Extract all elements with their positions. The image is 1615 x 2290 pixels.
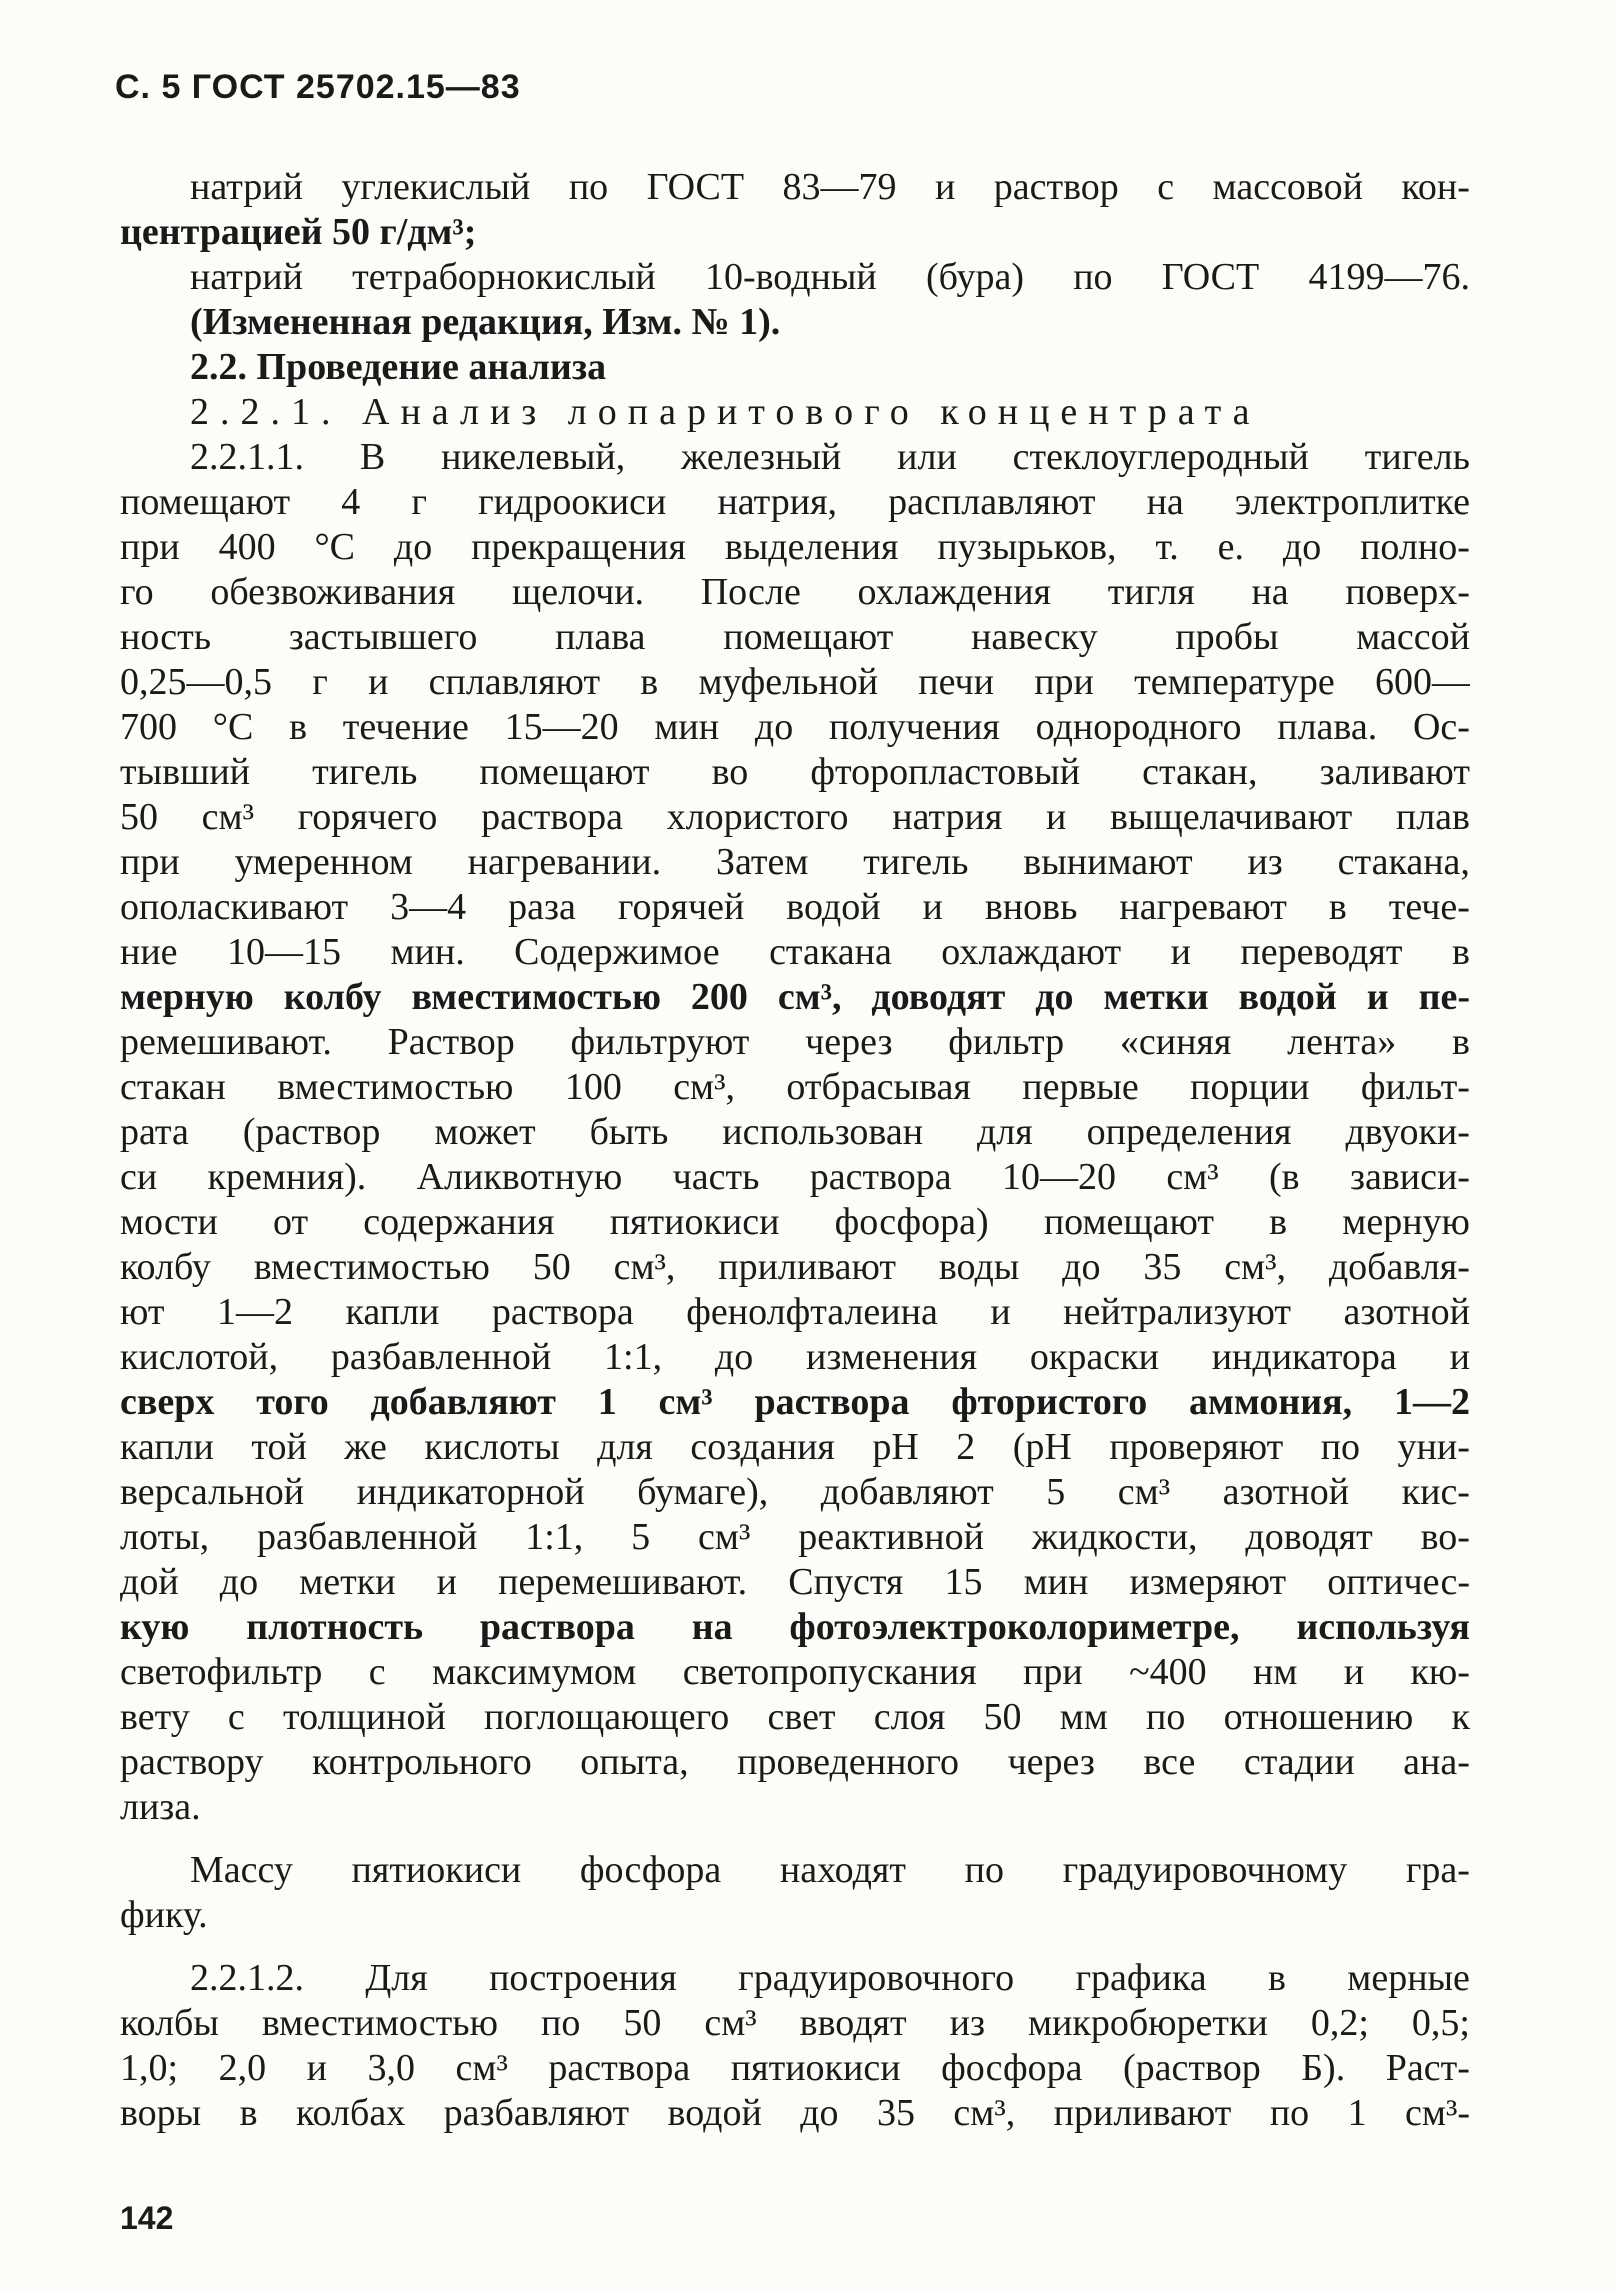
text-line: ополаскивают 3—4 раза горячей водой и вновь нагревают в тече- bbox=[120, 886, 1470, 928]
text-line: дой до метки и перемешивают. Спустя 15 мин измеряют оптичес- bbox=[120, 1561, 1470, 1603]
text-line: Массу пятиокиси фосфора находят по градуировочному гра- bbox=[190, 1849, 1470, 1891]
subsection-heading: 2.2.1. Анализ лопаритового концентрата bbox=[190, 391, 1261, 433]
text-line: натрий тетраборнокислый 10-водный (бура) по ГОСТ 4199—76. bbox=[190, 256, 1470, 298]
text-line: го обезвоживания щелочи. После охлаждения тигля на поверх- bbox=[120, 571, 1470, 613]
page-number: 142 bbox=[120, 2200, 174, 2236]
text-line: кислотой, разбавленной 1:1, до изменения окраски индикатора и bbox=[120, 1336, 1470, 1378]
section-heading: 2.2. Проведение анализа bbox=[190, 346, 607, 388]
edition-note: (Измененная редакция, Изм. № 1). bbox=[190, 301, 781, 343]
text-line: 2.2.1.1. В никелевый, железный или стеклоуглеродный тигель bbox=[190, 436, 1470, 478]
text-line: си кремния). Аликвотную часть раствора 10—20 см³ (в зависи- bbox=[120, 1156, 1470, 1198]
text-line: фику. bbox=[120, 1894, 208, 1936]
text-line: ние 10—15 мин. Содержимое стакана охлаждают и переводят в bbox=[120, 931, 1470, 973]
text-line: 2.2.1.2. Для построения градуировочного графика в мерные bbox=[190, 1957, 1470, 1999]
text-line: при умеренном нагревании. Затем тигель вынимают из стакана, bbox=[120, 841, 1470, 883]
text-line: сверх того добавляют 1 см³ раствора фтористого аммония, 1—2 bbox=[120, 1381, 1470, 1423]
text-line: воры в колбах разбавляют водой до 35 см³, приливают по 1 см³- bbox=[120, 2092, 1470, 2134]
text-line: ность застывшего плава помещают навеску пробы массой bbox=[120, 616, 1470, 658]
text-line: лоты, разбавленной 1:1, 5 см³ реактивной жидкости, доводят во- bbox=[120, 1516, 1470, 1558]
text-line: капли той же кислоты для создания рН 2 (рН проверяют по уни- bbox=[120, 1426, 1470, 1468]
page-header: С. 5 ГОСТ 25702.15—83 bbox=[115, 68, 521, 106]
text-line: натрий углекислый по ГОСТ 83—79 и раствор с массовой кон- bbox=[190, 166, 1470, 208]
text-line: лиза. bbox=[120, 1786, 201, 1828]
text-line: рата (раствор может быть использован для определения двуоки- bbox=[120, 1111, 1470, 1153]
text-line: ют 1—2 капли раствора фенолфталеина и нейтрализуют азотной bbox=[120, 1291, 1470, 1333]
text-line: тывший тигель помещают во фторопластовый стакан, заливают bbox=[120, 751, 1470, 793]
text-line: ремешивают. Раствор фильтруют через фильтр «синяя лента» в bbox=[120, 1021, 1470, 1063]
text-line: 0,25—0,5 г и сплавляют в муфельной печи при температуре 600— bbox=[120, 661, 1470, 703]
text-line: центрацией 50 г/дм³; bbox=[120, 211, 477, 253]
text-line: стакан вместимостью 100 см³, отбрасывая первые порции фильт- bbox=[120, 1066, 1470, 1108]
text-line: кую плотность раствора на фотоэлектроколориметре, используя bbox=[120, 1606, 1470, 1648]
text-line: помещают 4 г гидроокиси натрия, расплавляют на электроплитке bbox=[120, 481, 1470, 523]
text-line: мерную колбу вместимостью 200 см³, доводят до метки водой и пе- bbox=[120, 976, 1470, 1018]
body-text bbox=[120, 165, 1470, 2136]
text-line: 1,0; 2,0 и 3,0 см³ раствора пятиокиси фосфора (раствор Б). Раст- bbox=[120, 2047, 1470, 2089]
text-line: светофильтр с максимумом светопропускания при ~400 нм и кю- bbox=[120, 1651, 1470, 1693]
text-line: вету с толщиной поглощающего свет слоя 50 мм по отношению к bbox=[120, 1696, 1470, 1738]
text-line: 700 °С в течение 15—20 мин до получения однородного плава. Ос- bbox=[120, 706, 1470, 748]
text-line: версальной индикаторной бумаге), добавляют 5 см³ азотной кис- bbox=[120, 1471, 1470, 1513]
text-line: колбу вместимостью 50 см³, приливают воды до 35 см³, добавля- bbox=[120, 1246, 1470, 1288]
text-line: колбы вместимостью по 50 см³ вводят из микробюретки 0,2; 0,5; bbox=[120, 2002, 1470, 2044]
text-line: при 400 °С до прекращения выделения пузырьков, т. е. до полно- bbox=[120, 526, 1470, 568]
text-line: мости от содержания пятиокиси фосфора) помещают в мерную bbox=[120, 1201, 1470, 1243]
text-line: 50 см³ горячего раствора хлористого натрия и выщелачивают плав bbox=[120, 796, 1470, 838]
text-line: раствору контрольного опыта, проведенного через все стадии ана- bbox=[120, 1741, 1470, 1783]
